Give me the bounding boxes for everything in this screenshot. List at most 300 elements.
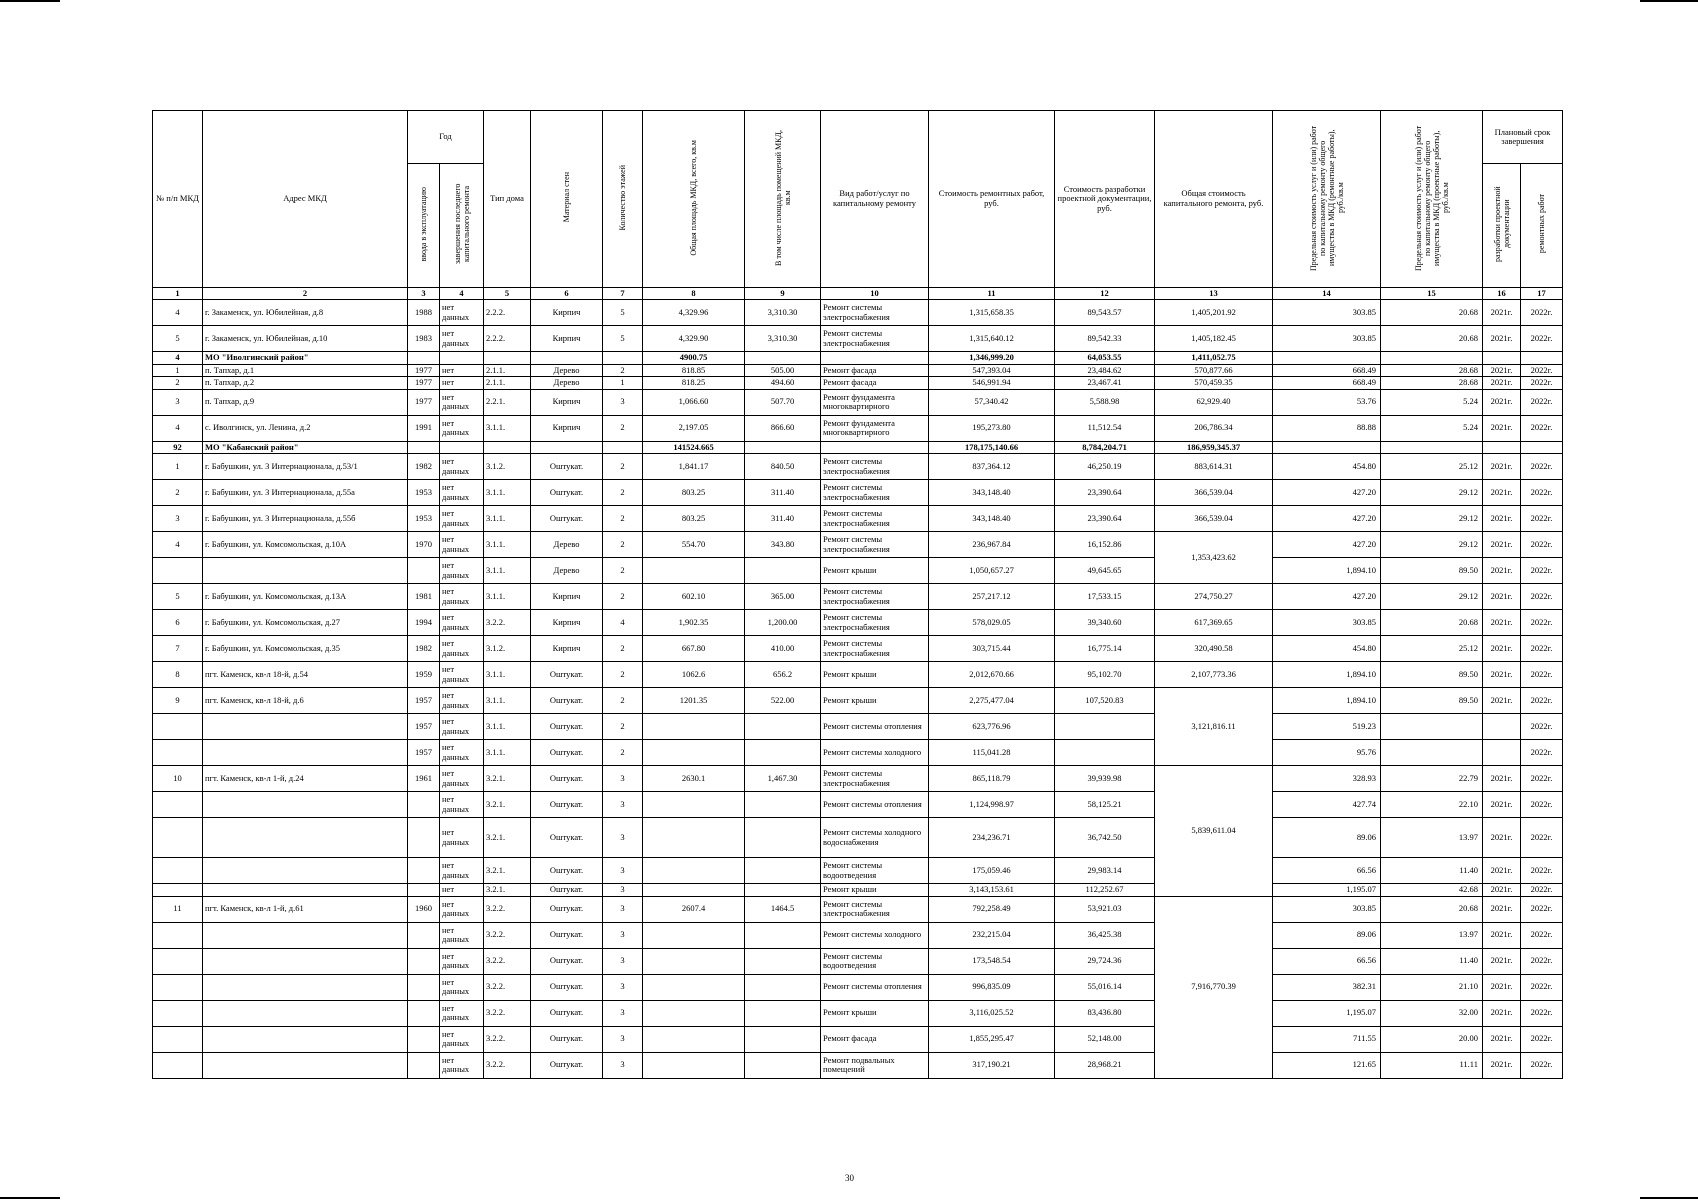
cell-address: г. Бабушкин, ул. 3 Интернационала, д.55б <box>203 506 408 532</box>
cell-term-design: 2021г. <box>1483 688 1521 714</box>
cell-year-repair: нет данных <box>440 415 484 441</box>
cell-year-repair: нет данных <box>440 1026 484 1052</box>
cell-limit-design: 28.68 <box>1381 377 1483 390</box>
cell-term-design: 2021г. <box>1483 896 1521 922</box>
cell-row-number <box>153 1052 203 1078</box>
cell-total-cost: 570,459.35 <box>1155 377 1273 390</box>
cell-wall-material: Дерево <box>531 377 603 390</box>
cell-design-cost: 49,645.65 <box>1055 558 1155 584</box>
cell-year-built: 1977 <box>408 364 440 377</box>
cell-total-area: 2607.4 <box>643 896 745 922</box>
table-row <box>153 922 1563 948</box>
table-row <box>153 584 1563 610</box>
cell-term-repair: 2022г. <box>1521 454 1563 480</box>
cell-work-type: Ремонт фундамента многоквартирного <box>821 415 929 441</box>
cell-total-area: 2630.1 <box>643 766 745 792</box>
cell-house-type: 3.2.2. <box>484 948 531 974</box>
cell-year-repair: нет данных <box>440 974 484 1000</box>
cell-row-number <box>153 818 203 858</box>
cell-wall-material: Оштукат. <box>531 922 603 948</box>
cell-term-repair: 2022г. <box>1521 714 1563 740</box>
cell-address <box>203 558 408 584</box>
cell-residential-area: 343.80 <box>745 532 821 558</box>
cell-wall-material: Оштукат. <box>531 480 603 506</box>
cell-term-repair: 2022г. <box>1521 364 1563 377</box>
cell-limit-repair: 668.49 <box>1273 377 1381 390</box>
cell-repair-cost: 2,275,477.04 <box>929 688 1055 714</box>
cell-house-type: 3.2.2. <box>484 1052 531 1078</box>
cell-work-type: Ремонт системы отопления <box>821 714 929 740</box>
cell-year-built <box>408 792 440 818</box>
cell-year-repair: нет данных <box>440 584 484 610</box>
cell-residential-area: 1464.5 <box>745 896 821 922</box>
cell-year-built <box>408 1000 440 1026</box>
cell-row-number <box>153 974 203 1000</box>
table-row <box>153 714 1563 740</box>
cell-total-area <box>643 558 745 584</box>
cell-year-repair: нет <box>440 884 484 897</box>
cell-residential-area <box>745 352 821 365</box>
cell-residential-area <box>745 948 821 974</box>
cell-work-type: Ремонт фасада <box>821 377 929 390</box>
cell-year-repair: нет <box>440 364 484 377</box>
cell-year-built: 1982 <box>408 454 440 480</box>
cell-repair-cost: 1,346,999.20 <box>929 352 1055 365</box>
cell-total-cost: 1,405,182.45 <box>1155 326 1273 352</box>
cell-wall-material: Оштукат. <box>531 1000 603 1026</box>
cell-wall-material: Дерево <box>531 532 603 558</box>
cell-wall-material: Оштукат. <box>531 1052 603 1078</box>
cell-repair-cost: 623,776.96 <box>929 714 1055 740</box>
header-work: Вид работ/услуг по капитальному ремонту <box>821 111 929 288</box>
cell-year-repair: нет данных <box>440 740 484 766</box>
cell-address <box>203 922 408 948</box>
cell-year-repair: нет данных <box>440 896 484 922</box>
cell-design-cost: 64,053.55 <box>1055 352 1155 365</box>
cell-year-built <box>408 441 440 454</box>
table-row <box>153 792 1563 818</box>
cell-row-number: 3 <box>153 506 203 532</box>
cell-year-built: 1977 <box>408 377 440 390</box>
cell-limit-repair: 1,195.07 <box>1273 1000 1381 1026</box>
cell-wall-material: Оштукат. <box>531 1026 603 1052</box>
cell-row-number: 10 <box>153 766 203 792</box>
cell-row-number: 8 <box>153 662 203 688</box>
cell-floors: 2 <box>603 662 643 688</box>
cell-repair-cost: 232,215.04 <box>929 922 1055 948</box>
cell-address: г. Закаменск, ул. Юбилейная, д.8 <box>203 300 408 326</box>
cell-design-cost: 107,520.83 <box>1055 688 1155 714</box>
cell-year-repair: нет данных <box>440 858 484 884</box>
cell-work-type: Ремонт подвальных помещений <box>821 1052 929 1078</box>
column-number: 11 <box>929 287 1055 300</box>
cell-design-cost: 23,484.62 <box>1055 364 1155 377</box>
cell-house-type: 3.2.2. <box>484 610 531 636</box>
table-row <box>153 389 1563 415</box>
cell-wall-material: Оштукат. <box>531 948 603 974</box>
cell-residential-area: 1,467.30 <box>745 766 821 792</box>
cell-total-cost: 570,877.66 <box>1155 364 1273 377</box>
cell-year-repair: нет данных <box>440 300 484 326</box>
cell-limit-design: 25.12 <box>1381 636 1483 662</box>
header-term: Плановый срок завершения <box>1483 111 1563 164</box>
header-cost-rep: Стоимость ремонтных работ, руб. <box>929 111 1055 288</box>
cell-wall-material <box>531 352 603 365</box>
cell-term-repair: 2022г. <box>1521 389 1563 415</box>
cell-floors: 3 <box>603 389 643 415</box>
cell-work-type: Ремонт системы электроснабжения <box>821 766 929 792</box>
cell-limit-design: 13.97 <box>1381 818 1483 858</box>
cell-work-type: Ремонт системы холодного <box>821 740 929 766</box>
cell-total-cost: 186,959,345.37 <box>1155 441 1273 454</box>
cell-limit-design: 89.50 <box>1381 662 1483 688</box>
cell-total-cost: 62,929.40 <box>1155 389 1273 415</box>
cell-row-number <box>153 792 203 818</box>
cell-work-type: Ремонт системы электроснабжения <box>821 480 929 506</box>
cell-term-repair: 2022г. <box>1521 922 1563 948</box>
cell-term-design: 2021г. <box>1483 1052 1521 1078</box>
cell-floors: 3 <box>603 884 643 897</box>
cell-limit-repair: 1,894.10 <box>1273 662 1381 688</box>
cell-wall-material: Кирпич <box>531 636 603 662</box>
cell-repair-cost: 996,835.09 <box>929 974 1055 1000</box>
cell-total-area: 602.10 <box>643 584 745 610</box>
cell-design-cost: 53,921.03 <box>1055 896 1155 922</box>
cell-year-repair: нет данных <box>440 636 484 662</box>
cell-year-built <box>408 1052 440 1078</box>
table-row <box>153 532 1563 558</box>
cell-design-cost: 16,152.86 <box>1055 532 1155 558</box>
cell-work-type: Ремонт системы холодного <box>821 922 929 948</box>
cell-address: п. Тапхар, д.9 <box>203 389 408 415</box>
cell-term-design: 2021г. <box>1483 974 1521 1000</box>
cell-row-number <box>153 1026 203 1052</box>
cell-row-number: 6 <box>153 610 203 636</box>
cell-design-cost: 5,588.98 <box>1055 389 1155 415</box>
cell-year-built: 1982 <box>408 636 440 662</box>
cell-total-area: 1201.35 <box>643 688 745 714</box>
cell-wall-material: Оштукат. <box>531 858 603 884</box>
cell-total-cost: 206,786.34 <box>1155 415 1273 441</box>
header-term-rep: ремонтных работ <box>1521 164 1563 288</box>
cell-total-area: 1,902.35 <box>643 610 745 636</box>
cell-residential-area: 505.00 <box>745 364 821 377</box>
cell-floors: 2 <box>603 714 643 740</box>
cell-address: г. Закаменск, ул. Юбилейная, д.10 <box>203 326 408 352</box>
cell-repair-cost: 837,364.12 <box>929 454 1055 480</box>
table-row <box>153 326 1563 352</box>
cell-residential-area: 365.00 <box>745 584 821 610</box>
cell-limit-design: 29.12 <box>1381 480 1483 506</box>
cell-row-number: 3 <box>153 389 203 415</box>
cell-total-area <box>643 740 745 766</box>
cell-total-cost: 2,107,773.36 <box>1155 662 1273 688</box>
cell-house-type: 3.1.1. <box>484 506 531 532</box>
cell-house-type: 3.2.2. <box>484 1026 531 1052</box>
cell-floors: 2 <box>603 584 643 610</box>
cell-floors: 3 <box>603 818 643 858</box>
cell-floors: 2 <box>603 636 643 662</box>
cell-term-repair: 2022г. <box>1521 818 1563 858</box>
cell-total-area <box>643 1000 745 1026</box>
cell-limit-repair: 519.23 <box>1273 714 1381 740</box>
scan-edge-top-left <box>0 0 60 2</box>
cell-row-number: 4 <box>153 352 203 365</box>
cell-year-repair: нет данных <box>440 1052 484 1078</box>
header-year: Год <box>408 111 484 164</box>
cell-year-built: 1957 <box>408 714 440 740</box>
cell-address: г. Бабушкин, ул. Комсомольская, д.10А <box>203 532 408 558</box>
cell-wall-material: Оштукат. <box>531 884 603 897</box>
cell-residential-area: 311.40 <box>745 480 821 506</box>
cell-design-cost: 46,250.19 <box>1055 454 1155 480</box>
cell-year-built <box>408 818 440 858</box>
cell-repair-cost: 546,991.94 <box>929 377 1055 390</box>
cell-design-cost: 36,425.38 <box>1055 922 1155 948</box>
table-row <box>153 1026 1563 1052</box>
cell-design-cost: 29,983.14 <box>1055 858 1155 884</box>
cell-design-cost: 112,252.67 <box>1055 884 1155 897</box>
cell-floors: 2 <box>603 454 643 480</box>
header-limit-doc: Предельная стоимость услуг и (или) работ по капитальному ремонту общего имущества в МКД (проектные работы), руб./кв.м <box>1381 111 1483 288</box>
cell-year-repair: нет данных <box>440 766 484 792</box>
cell-term-design <box>1483 441 1521 454</box>
cell-year-built <box>408 1026 440 1052</box>
cell-floors: 3 <box>603 922 643 948</box>
cell-limit-design: 29.12 <box>1381 584 1483 610</box>
cell-term-design: 2021г. <box>1483 858 1521 884</box>
table-row <box>153 948 1563 974</box>
cell-term-repair: 2022г. <box>1521 884 1563 897</box>
cell-floors: 5 <box>603 300 643 326</box>
cell-house-type <box>484 352 531 365</box>
column-number: 15 <box>1381 287 1483 300</box>
cell-total-area <box>643 1026 745 1052</box>
cell-year-repair: нет данных <box>440 558 484 584</box>
cell-design-cost: 36,742.50 <box>1055 818 1155 858</box>
cell-address <box>203 792 408 818</box>
cell-total-area <box>643 922 745 948</box>
cell-year-repair: нет данных <box>440 688 484 714</box>
table-row <box>153 884 1563 897</box>
cell-year-repair <box>440 441 484 454</box>
cell-work-type <box>821 441 929 454</box>
cell-term-design: 2021г. <box>1483 792 1521 818</box>
cell-year-repair: нет данных <box>440 506 484 532</box>
cell-year-built: 1981 <box>408 584 440 610</box>
cell-address <box>203 948 408 974</box>
cell-term-design: 2021г. <box>1483 415 1521 441</box>
cell-year-repair: нет данных <box>440 532 484 558</box>
cell-limit-repair: 427.20 <box>1273 584 1381 610</box>
cell-residential-area <box>745 858 821 884</box>
cell-total-cost: 1,405,201.92 <box>1155 300 1273 326</box>
cell-term-repair: 2022г. <box>1521 610 1563 636</box>
cell-total-cost: 274,750.27 <box>1155 584 1273 610</box>
cell-design-cost: 55,016.14 <box>1055 974 1155 1000</box>
cell-term-design: 2021г. <box>1483 558 1521 584</box>
cell-term-repair: 2022г. <box>1521 1026 1563 1052</box>
cell-residential-area <box>745 740 821 766</box>
cell-term-repair: 2022г. <box>1521 858 1563 884</box>
cell-repair-cost: 173,548.54 <box>929 948 1055 974</box>
cell-wall-material: Оштукат. <box>531 688 603 714</box>
cell-year-repair: нет данных <box>440 792 484 818</box>
cell-year-built: 1961 <box>408 766 440 792</box>
cell-year-built <box>408 922 440 948</box>
cell-limit-design: 32.00 <box>1381 1000 1483 1026</box>
cell-residential-area: 410.00 <box>745 636 821 662</box>
cell-design-cost: 39,340.60 <box>1055 610 1155 636</box>
cell-year-repair: нет данных <box>440 610 484 636</box>
cell-house-type: 3.1.1. <box>484 740 531 766</box>
cell-house-type: 2.2.2. <box>484 326 531 352</box>
cell-total-cost: 5,839,611.04 <box>1155 766 1273 897</box>
cell-total-cost: 366,539.04 <box>1155 506 1273 532</box>
cell-work-type: Ремонт системы водоотведения <box>821 948 929 974</box>
cell-total-area: 141524.665 <box>643 441 745 454</box>
cell-term-repair: 2022г. <box>1521 377 1563 390</box>
cell-floors: 3 <box>603 948 643 974</box>
cell-floors: 3 <box>603 792 643 818</box>
cell-wall-material: Кирпич <box>531 389 603 415</box>
cell-row-number: 9 <box>153 688 203 714</box>
cell-year-built <box>408 974 440 1000</box>
cell-year-built: 1970 <box>408 532 440 558</box>
header-cost-doc: Стоимость разработки проектной документации, руб. <box>1055 111 1155 288</box>
cell-repair-cost: 115,041.28 <box>929 740 1055 766</box>
column-number: 12 <box>1055 287 1155 300</box>
cell-repair-cost: 234,236.71 <box>929 818 1055 858</box>
cell-limit-repair: 53.76 <box>1273 389 1381 415</box>
cell-design-cost <box>1055 740 1155 766</box>
cell-residential-area <box>745 714 821 740</box>
cell-residential-area: 507.70 <box>745 389 821 415</box>
cell-residential-area <box>745 922 821 948</box>
cell-year-built <box>408 558 440 584</box>
cell-total-area <box>643 948 745 974</box>
cell-limit-design: 5.24 <box>1381 389 1483 415</box>
cell-term-design <box>1483 352 1521 365</box>
cell-work-type: Ремонт крыши <box>821 688 929 714</box>
cell-house-type: 3.2.2. <box>484 1000 531 1026</box>
cell-work-type: Ремонт крыши <box>821 662 929 688</box>
cell-floors: 5 <box>603 326 643 352</box>
cell-address: с. Иволгинск, ул. Ленина, д.2 <box>203 415 408 441</box>
cell-repair-cost: 236,967.84 <box>929 532 1055 558</box>
cell-repair-cost: 547,393.04 <box>929 364 1055 377</box>
cell-work-type: Ремонт фасада <box>821 364 929 377</box>
table-row <box>153 740 1563 766</box>
cell-limit-repair: 1,195.07 <box>1273 884 1381 897</box>
column-number: 16 <box>1483 287 1521 300</box>
cell-limit-design <box>1381 714 1483 740</box>
cell-year-built: 1953 <box>408 506 440 532</box>
cell-term-repair: 2022г. <box>1521 558 1563 584</box>
cell-limit-repair: 427.20 <box>1273 480 1381 506</box>
header-limit-rep: Предельная стоимость услуг и (или) работ по капитальному ремонту общего имущества в МКД (ремонтные работы), руб./кв.м <box>1273 111 1381 288</box>
cell-term-design: 2021г. <box>1483 922 1521 948</box>
cell-limit-design: 11.40 <box>1381 948 1483 974</box>
cell-limit-design <box>1381 352 1483 365</box>
cell-limit-design: 22.10 <box>1381 792 1483 818</box>
cell-floors: 4 <box>603 610 643 636</box>
cell-total-cost: 3,121,816.11 <box>1155 688 1273 766</box>
cell-limit-repair: 89.06 <box>1273 922 1381 948</box>
cell-total-area <box>643 818 745 858</box>
cell-address <box>203 818 408 858</box>
table-row <box>153 818 1563 858</box>
cell-repair-cost: 195,273.80 <box>929 415 1055 441</box>
header-material: Материал стен <box>531 111 603 288</box>
cell-year-built <box>408 884 440 897</box>
cell-work-type: Ремонт крыши <box>821 1000 929 1026</box>
cell-repair-cost: 1,315,658.35 <box>929 300 1055 326</box>
cell-year-built: 1977 <box>408 389 440 415</box>
cell-work-type: Ремонт крыши <box>821 558 929 584</box>
cell-term-repair: 2022г. <box>1521 792 1563 818</box>
cell-row-number <box>153 1000 203 1026</box>
table-row <box>153 636 1563 662</box>
cell-limit-design: 89.50 <box>1381 688 1483 714</box>
cell-limit-design <box>1381 740 1483 766</box>
cell-design-cost: 39,939.98 <box>1055 766 1155 792</box>
cell-term-design: 2021г. <box>1483 454 1521 480</box>
cell-term-repair: 2022г. <box>1521 506 1563 532</box>
cell-address: г. Бабушкин, ул. 3 Интернационала, д.55а <box>203 480 408 506</box>
cell-repair-cost: 57,340.42 <box>929 389 1055 415</box>
cell-repair-cost: 1,315,640.12 <box>929 326 1055 352</box>
table-row <box>153 610 1563 636</box>
cell-house-type: 3.2.1. <box>484 884 531 897</box>
cell-house-type: 3.1.1. <box>484 688 531 714</box>
cell-address: г. Бабушкин, ул. 3 Интернационала, д.53/1 <box>203 454 408 480</box>
cell-term-design <box>1483 714 1521 740</box>
cell-year-built: 1957 <box>408 740 440 766</box>
cell-address: г. Бабушкин, ул. Комсомольская, д.35 <box>203 636 408 662</box>
cell-total-area: 4,329.90 <box>643 326 745 352</box>
cell-total-area: 1,066.60 <box>643 389 745 415</box>
cell-design-cost: 89,543.57 <box>1055 300 1155 326</box>
cell-repair-cost: 317,190.21 <box>929 1052 1055 1078</box>
cell-limit-design: 11.11 <box>1381 1052 1483 1078</box>
cell-address <box>203 974 408 1000</box>
cell-term-design: 2021г. <box>1483 610 1521 636</box>
cell-limit-design: 5.24 <box>1381 415 1483 441</box>
cell-term-design: 2021г. <box>1483 766 1521 792</box>
cell-floors: 3 <box>603 858 643 884</box>
cell-term-design: 2021г. <box>1483 948 1521 974</box>
table-row <box>153 858 1563 884</box>
cell-limit-repair: 303.85 <box>1273 610 1381 636</box>
cell-limit-repair: 454.80 <box>1273 636 1381 662</box>
cell-row-number: 11 <box>153 896 203 922</box>
cell-year-repair: нет данных <box>440 480 484 506</box>
cell-house-type: 3.1.2. <box>484 454 531 480</box>
cell-design-cost: 23,467.41 <box>1055 377 1155 390</box>
cell-row-number: 7 <box>153 636 203 662</box>
cell-year-built <box>408 352 440 365</box>
cell-wall-material: Кирпич <box>531 415 603 441</box>
cell-repair-cost: 343,148.40 <box>929 480 1055 506</box>
header-year-exp: ввода в эксплуатацию <box>408 164 440 288</box>
cell-floors <box>603 352 643 365</box>
cell-total-area <box>643 858 745 884</box>
cell-limit-design: 13.97 <box>1381 922 1483 948</box>
cell-residential-area <box>745 974 821 1000</box>
cell-address <box>203 1000 408 1026</box>
cell-house-type: 3.2.1. <box>484 818 531 858</box>
